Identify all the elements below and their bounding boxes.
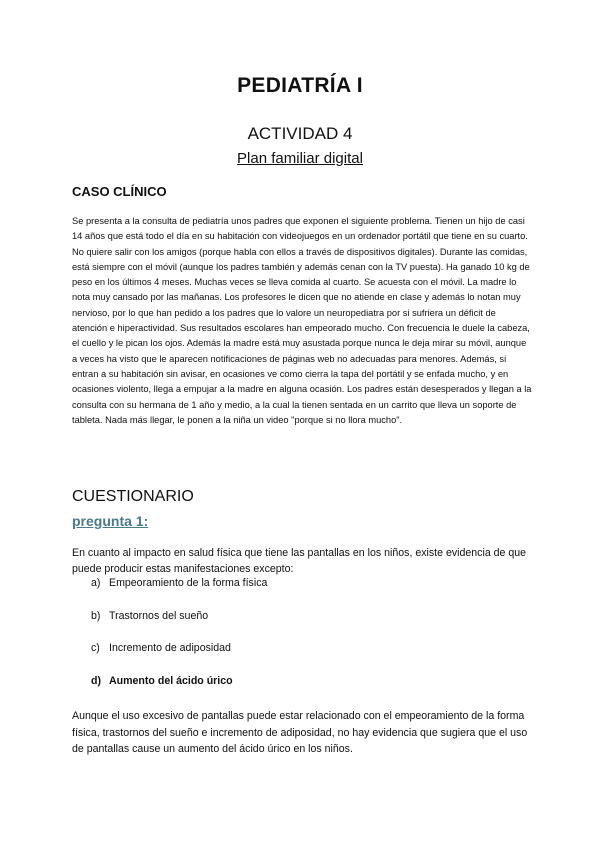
document-title: PEDIATRÍA I (237, 74, 363, 97)
option-b (91, 610, 531, 643)
option-letter: d) (91, 674, 101, 687)
case-heading: CASO CLÍNICO (72, 184, 167, 199)
answer-explanation: Aunque el uso excesivo de pantallas puede estar relacionado con el empeoramiento de la forma física, trastornos del sueño e incremento de adiposidad, no hay evidencia que sugiera que el uso de pantallas cause un aumento del ácido úrico en los niños. (72, 710, 528, 755)
option-letter: a) (91, 577, 101, 589)
option-a (91, 577, 531, 610)
option-text: Trastornos del sueño (109, 609, 209, 622)
case-description: Se presenta a la consulta de pediatría unos padres que exponen el siguiente problema. Tienen un hijo de casi 14 años que está todo el día en su habitación con videojuegos en un ordenador portátil que tiene en su cuarto. No quiere salir con los amigos (porque habla con ellos a través de dispositivos digitales). Durante las comidas, está siempre con el móvil (aunque los padres también y además cenan con la TV puesta). Ha ganado 10 kg de peso en los últimos 4 meses. Muchas veces se lleva comida al cuarto. Se acuesta con el móvil. La madre lo nota muy cansado por las mañanas. Los profesores le dicen que no atiende en clase y además lo notan muy nervioso, por lo que han pedido a los padres que lo valore un neuropediatra por si sufriera un déficit de atención e hiperactividad. Sus resultados escolares han empeorado mucho. Con frecuencia le duele la cabeza, el cuello y le pican los ojos. Además la madre está muy asustada porque nunca le deja mirar su móvil, aunque a veces ha visto que le aparecen notificaciones de páginas web no adecuadas para menores. Además, si entran a su habitación sin avisar, en ocasiones ve como cierra la tapa del portátil y se enfada mucho, y en ocasiones violento, llega a empujar a la madre en alguna ocasión. Los padres están desesperados y llegan a la consulta con su hermana de 1 año y medio, a la cual la tienen sentada en un carrito que lleva un soporte de tableta. Nada más llegar, le ponen a la niña un video "porque si no llora mucho". (72, 216, 532, 425)
answer-options (91, 577, 531, 707)
option-d-correct (91, 675, 531, 708)
question-label: pregunta 1: (72, 513, 149, 529)
activity-subtitle: Plan familiar digital (237, 150, 363, 167)
option-letter: b) (91, 609, 101, 622)
activity-heading: ACTIVIDAD 4 (247, 124, 353, 143)
option-letter: c) (91, 642, 100, 654)
option-text: Aumento del ácido úrico (109, 674, 233, 687)
option-text: Incremento de adiposidad (109, 642, 231, 654)
questionnaire-heading: CUESTIONARIO (72, 488, 194, 505)
option-text: Empeoramiento de la forma física (109, 577, 268, 589)
question-text: En cuanto al impacto en salud física que tiene las pantallas en los niños, existe evidencia de que puede producir estas manifestaciones excepto: (72, 547, 527, 575)
option-c (91, 642, 531, 675)
